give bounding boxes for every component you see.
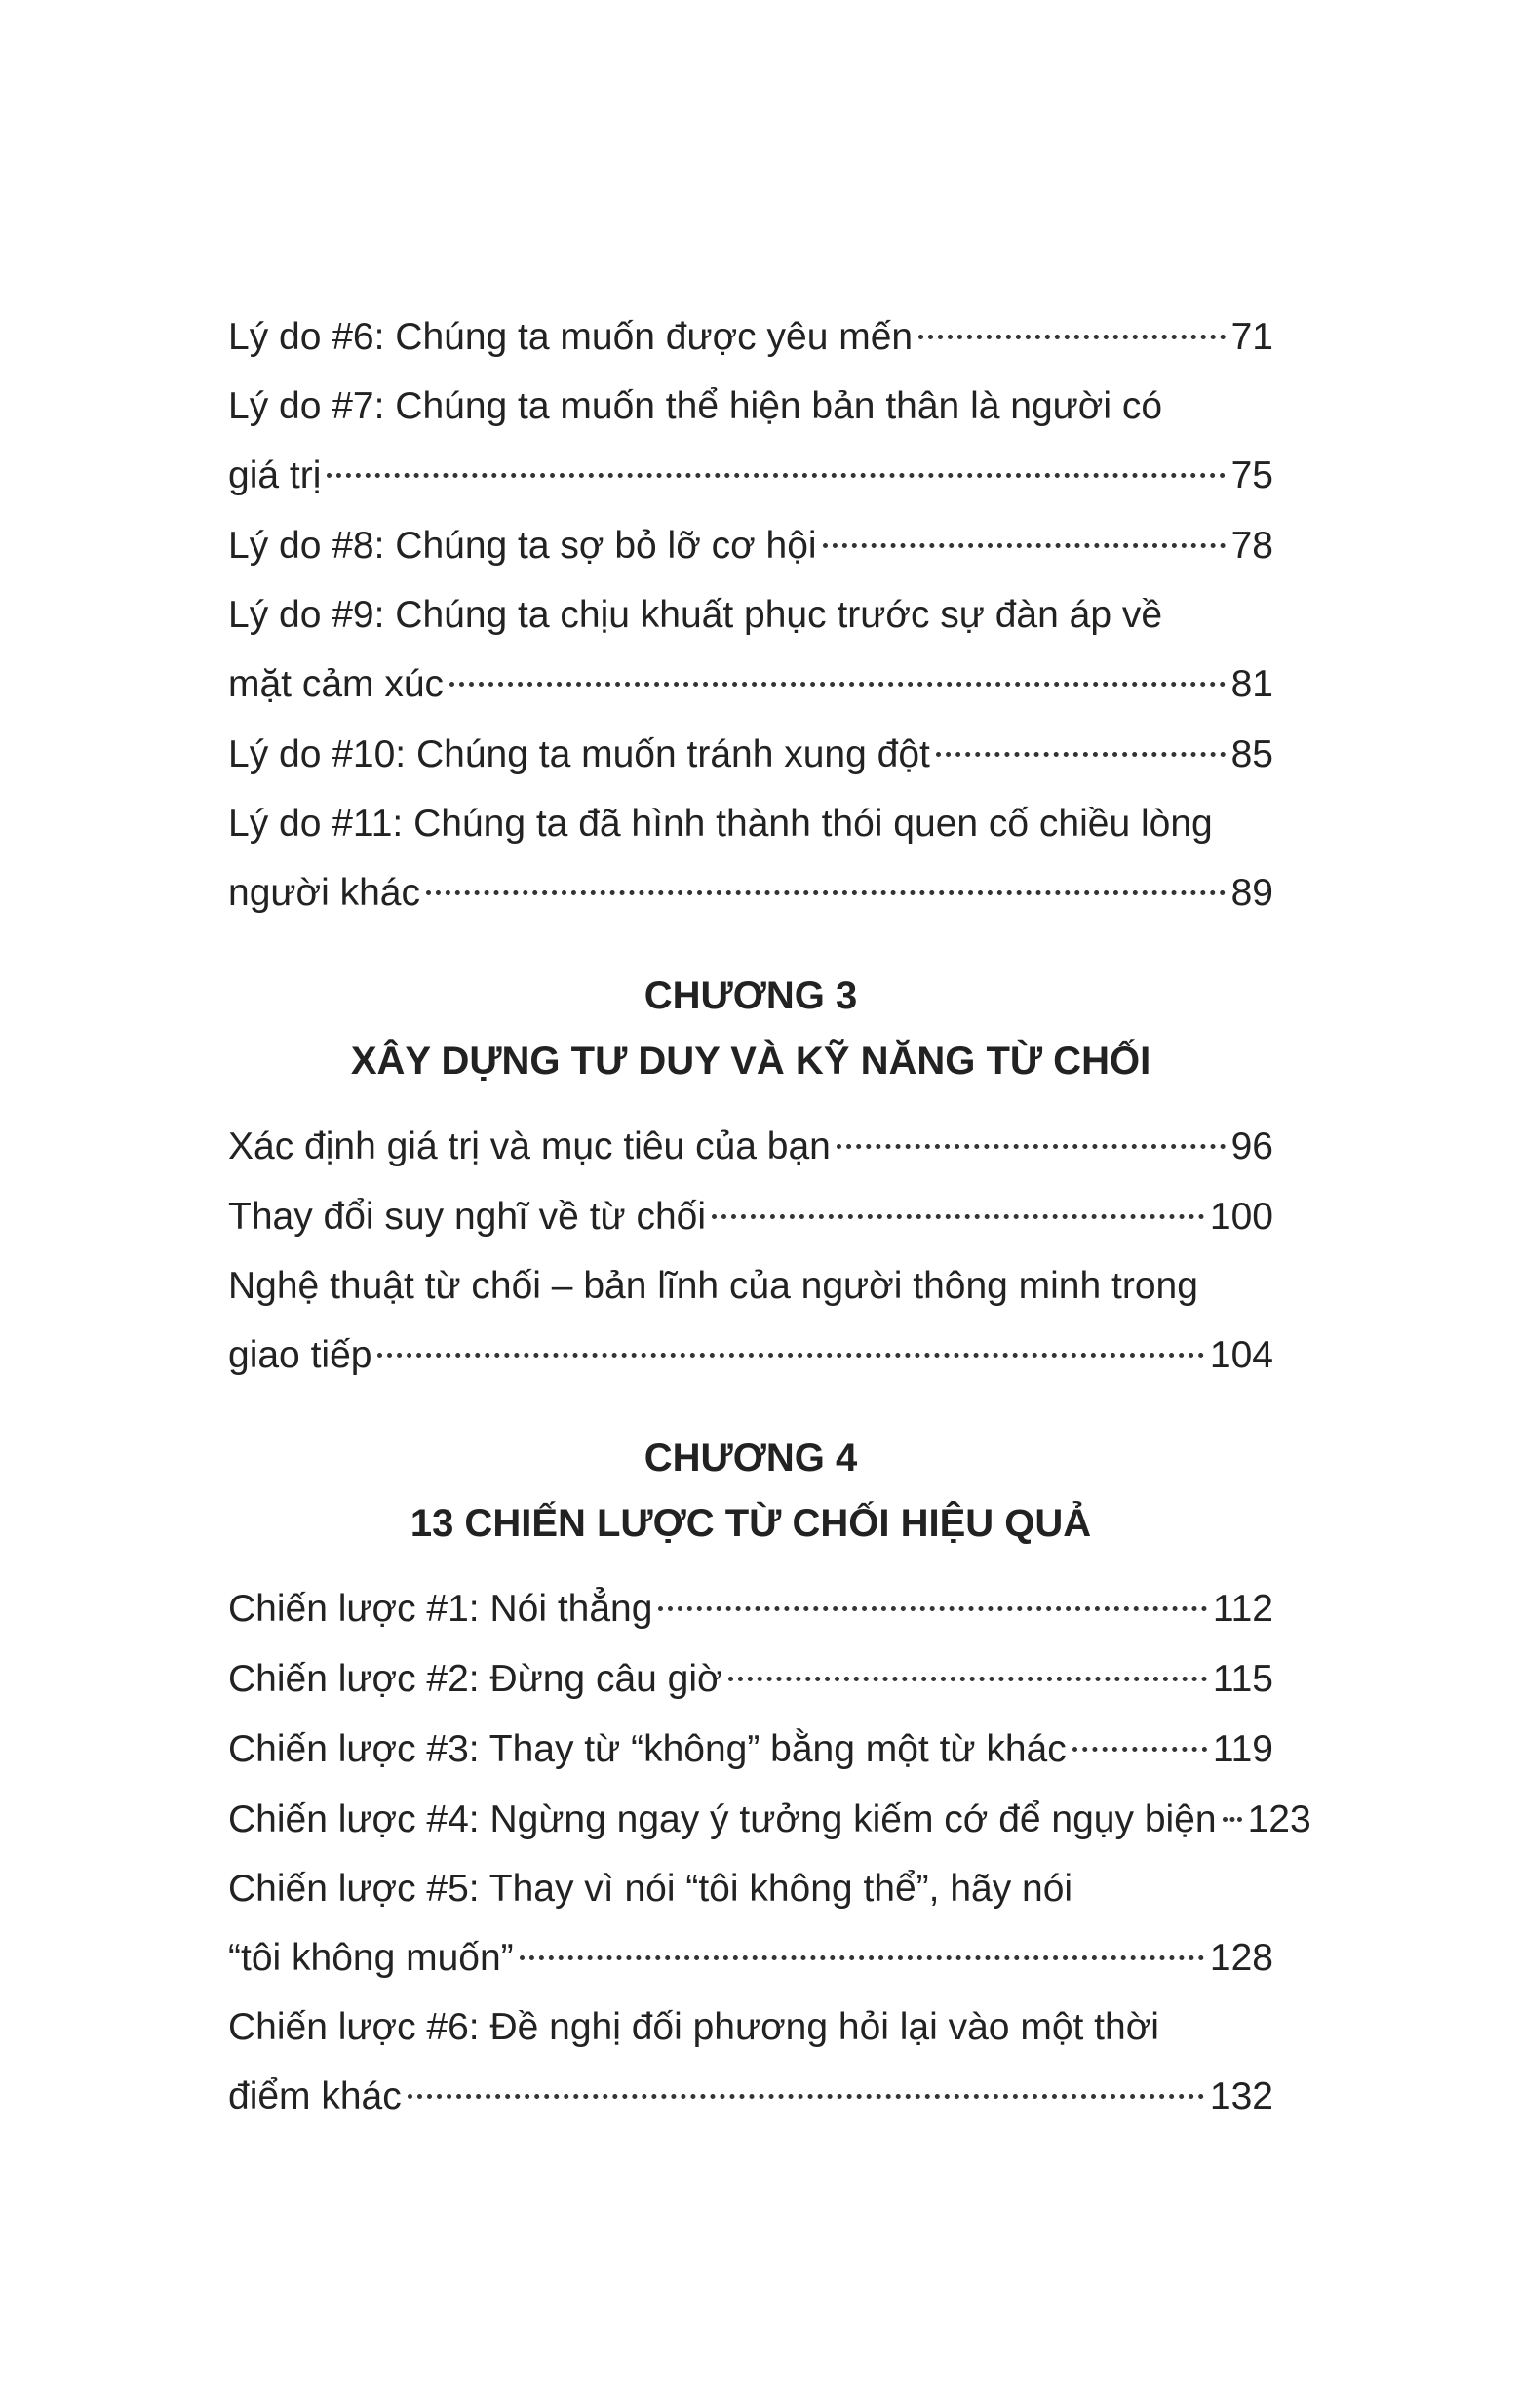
toc-entry-leader-row <box>228 1112 1273 1182</box>
chapter-number: CHƯƠNG 4 <box>644 1437 858 1480</box>
toc-entry-title-line: Chiến lược #6: Đề nghị đối phương hỏi lại vào một thời <box>228 2006 1159 2048</box>
dot-leader <box>823 543 1226 548</box>
dot-leader <box>327 473 1225 478</box>
toc-entry-title-line: Chiến lược #4: Ngừng ngay ý tưởng kiếm cớ để ngụy biện <box>228 1798 1217 1840</box>
toc-entry-title-line: mặt cảm xúc <box>228 663 445 705</box>
toc-entry[interactable] <box>228 790 1273 928</box>
chapter-title: 13 CHIẾN LƯỢC TỪ CHỐI HIỆU QUẢ <box>410 1502 1092 1545</box>
dot-leader <box>712 1214 1204 1219</box>
chapter-number: CHƯƠNG 3 <box>644 974 858 1017</box>
chapter-heading <box>228 964 1273 1094</box>
page-number: 89 <box>1230 872 1273 914</box>
toc-entry[interactable] <box>228 1855 1273 1994</box>
chapter-heading <box>228 1426 1273 1557</box>
page-number: 115 <box>1212 1658 1273 1700</box>
toc-entry[interactable] <box>228 373 1273 511</box>
toc-entry-leader-row <box>228 511 1273 581</box>
toc-entry-title-line: Lý do #9: Chúng ta chịu khuất phục trước sự đàn áp về <box>228 594 1163 636</box>
table-of-contents <box>228 302 1311 2132</box>
toc-entry-leader-row <box>228 650 1273 720</box>
toc-entry-leader-row <box>228 2062 1273 2132</box>
page-number: 81 <box>1230 663 1273 705</box>
toc-entry-title-line: Chiến lược #3: Thay từ “không” bằng một từ khác <box>228 1728 1067 1770</box>
page-number: 85 <box>1230 733 1273 775</box>
dot-leader <box>936 752 1226 757</box>
toc-entry-leader-row <box>228 720 1273 790</box>
toc-entry-leader-row <box>228 1715 1273 1785</box>
page-number: 119 <box>1212 1728 1273 1770</box>
dot-leader <box>1223 1817 1242 1822</box>
toc-entry-title-line: giao tiếp <box>228 1334 372 1376</box>
page-number: 100 <box>1209 1196 1273 1238</box>
toc-entry[interactable] <box>228 1182 1273 1252</box>
dot-leader <box>658 1606 1206 1611</box>
dot-leader <box>837 1144 1226 1149</box>
toc-entry[interactable] <box>228 1574 1273 1644</box>
dot-leader <box>426 890 1226 895</box>
toc-entry-title-line: giá trị <box>228 454 322 496</box>
toc-entry[interactable] <box>228 1644 1273 1715</box>
toc-entry-title-line: Xác định giá trị và mục tiêu của bạn <box>228 1125 831 1167</box>
toc-entry-title-line: Nghệ thuật từ chối – bản lĩnh của người thông minh trong <box>228 1265 1198 1307</box>
toc-entry-title-line: Lý do #7: Chúng ta muốn thể hiện bản thân là người có <box>228 385 1163 427</box>
toc-entry[interactable] <box>228 302 1273 373</box>
toc-entry-leader-row <box>228 1321 1273 1391</box>
toc-entry-leader-row <box>228 858 1273 928</box>
dot-leader <box>408 2094 1204 2099</box>
toc-entry-title-line: Lý do #8: Chúng ta sợ bỏ lỡ cơ hội <box>228 525 817 567</box>
toc-entry[interactable] <box>228 1785 1311 1855</box>
toc-entry-title-line: Chiến lược #2: Đừng câu giờ <box>228 1658 722 1700</box>
toc-entry[interactable] <box>228 1252 1273 1391</box>
chapter-title: XÂY DỰNG TƯ DUY VÀ KỸ NĂNG TỪ CHỐI <box>350 1040 1151 1083</box>
toc-entry-leader-row <box>228 302 1273 373</box>
toc-entry[interactable] <box>228 1112 1273 1182</box>
page-number: 104 <box>1209 1334 1273 1376</box>
toc-entry[interactable] <box>228 1715 1273 1785</box>
toc-entry-title-line: Lý do #10: Chúng ta muốn tránh xung đột <box>228 733 930 775</box>
page-number: 132 <box>1209 2075 1273 2117</box>
dot-leader <box>1072 1747 1207 1752</box>
toc-entry-title-line: Thay đổi suy nghĩ về từ chối <box>228 1196 707 1238</box>
toc-entry[interactable] <box>228 1994 1273 2132</box>
page-number: 123 <box>1247 1798 1311 1840</box>
toc-entry-leader-row <box>228 1644 1273 1715</box>
toc-entry-title-line: Lý do #11: Chúng ta đã hình thành thói quen cố chiều lòng <box>228 803 1213 845</box>
toc-entry-leader-row <box>228 1574 1273 1644</box>
page-number: 71 <box>1230 316 1273 358</box>
toc-entry-leader-row <box>228 1785 1311 1855</box>
page-number: 78 <box>1230 525 1273 567</box>
toc-entry-leader-row <box>228 441 1273 511</box>
dot-leader <box>520 1955 1204 1960</box>
page-number: 112 <box>1212 1588 1273 1630</box>
toc-entry-title-line: Lý do #6: Chúng ta muốn được yêu mến <box>228 316 914 358</box>
toc-entry-title-line: Chiến lược #5: Thay vì nói “tôi không thể”, hãy nói <box>228 1868 1073 1910</box>
toc-entry-leader-row <box>228 1923 1273 1994</box>
page-number: 128 <box>1209 1937 1273 1979</box>
dot-leader <box>377 1353 1203 1358</box>
page-number: 75 <box>1230 454 1273 496</box>
dot-leader <box>918 335 1226 339</box>
page-number: 96 <box>1230 1125 1273 1167</box>
toc-entry-leader-row <box>228 1182 1273 1252</box>
toc-entry-title-line: Chiến lược #1: Nói thẳng <box>228 1588 653 1630</box>
toc-entry-title-line: người khác <box>228 872 420 914</box>
toc-entry-title-line: điểm khác <box>228 2075 402 2117</box>
dot-leader <box>728 1677 1207 1681</box>
toc-entry[interactable] <box>228 581 1273 720</box>
toc-entry-title-line: “tôi không muốn” <box>228 1937 514 1979</box>
toc-entry[interactable] <box>228 511 1273 581</box>
dot-leader <box>449 682 1226 687</box>
toc-entry[interactable] <box>228 720 1273 790</box>
